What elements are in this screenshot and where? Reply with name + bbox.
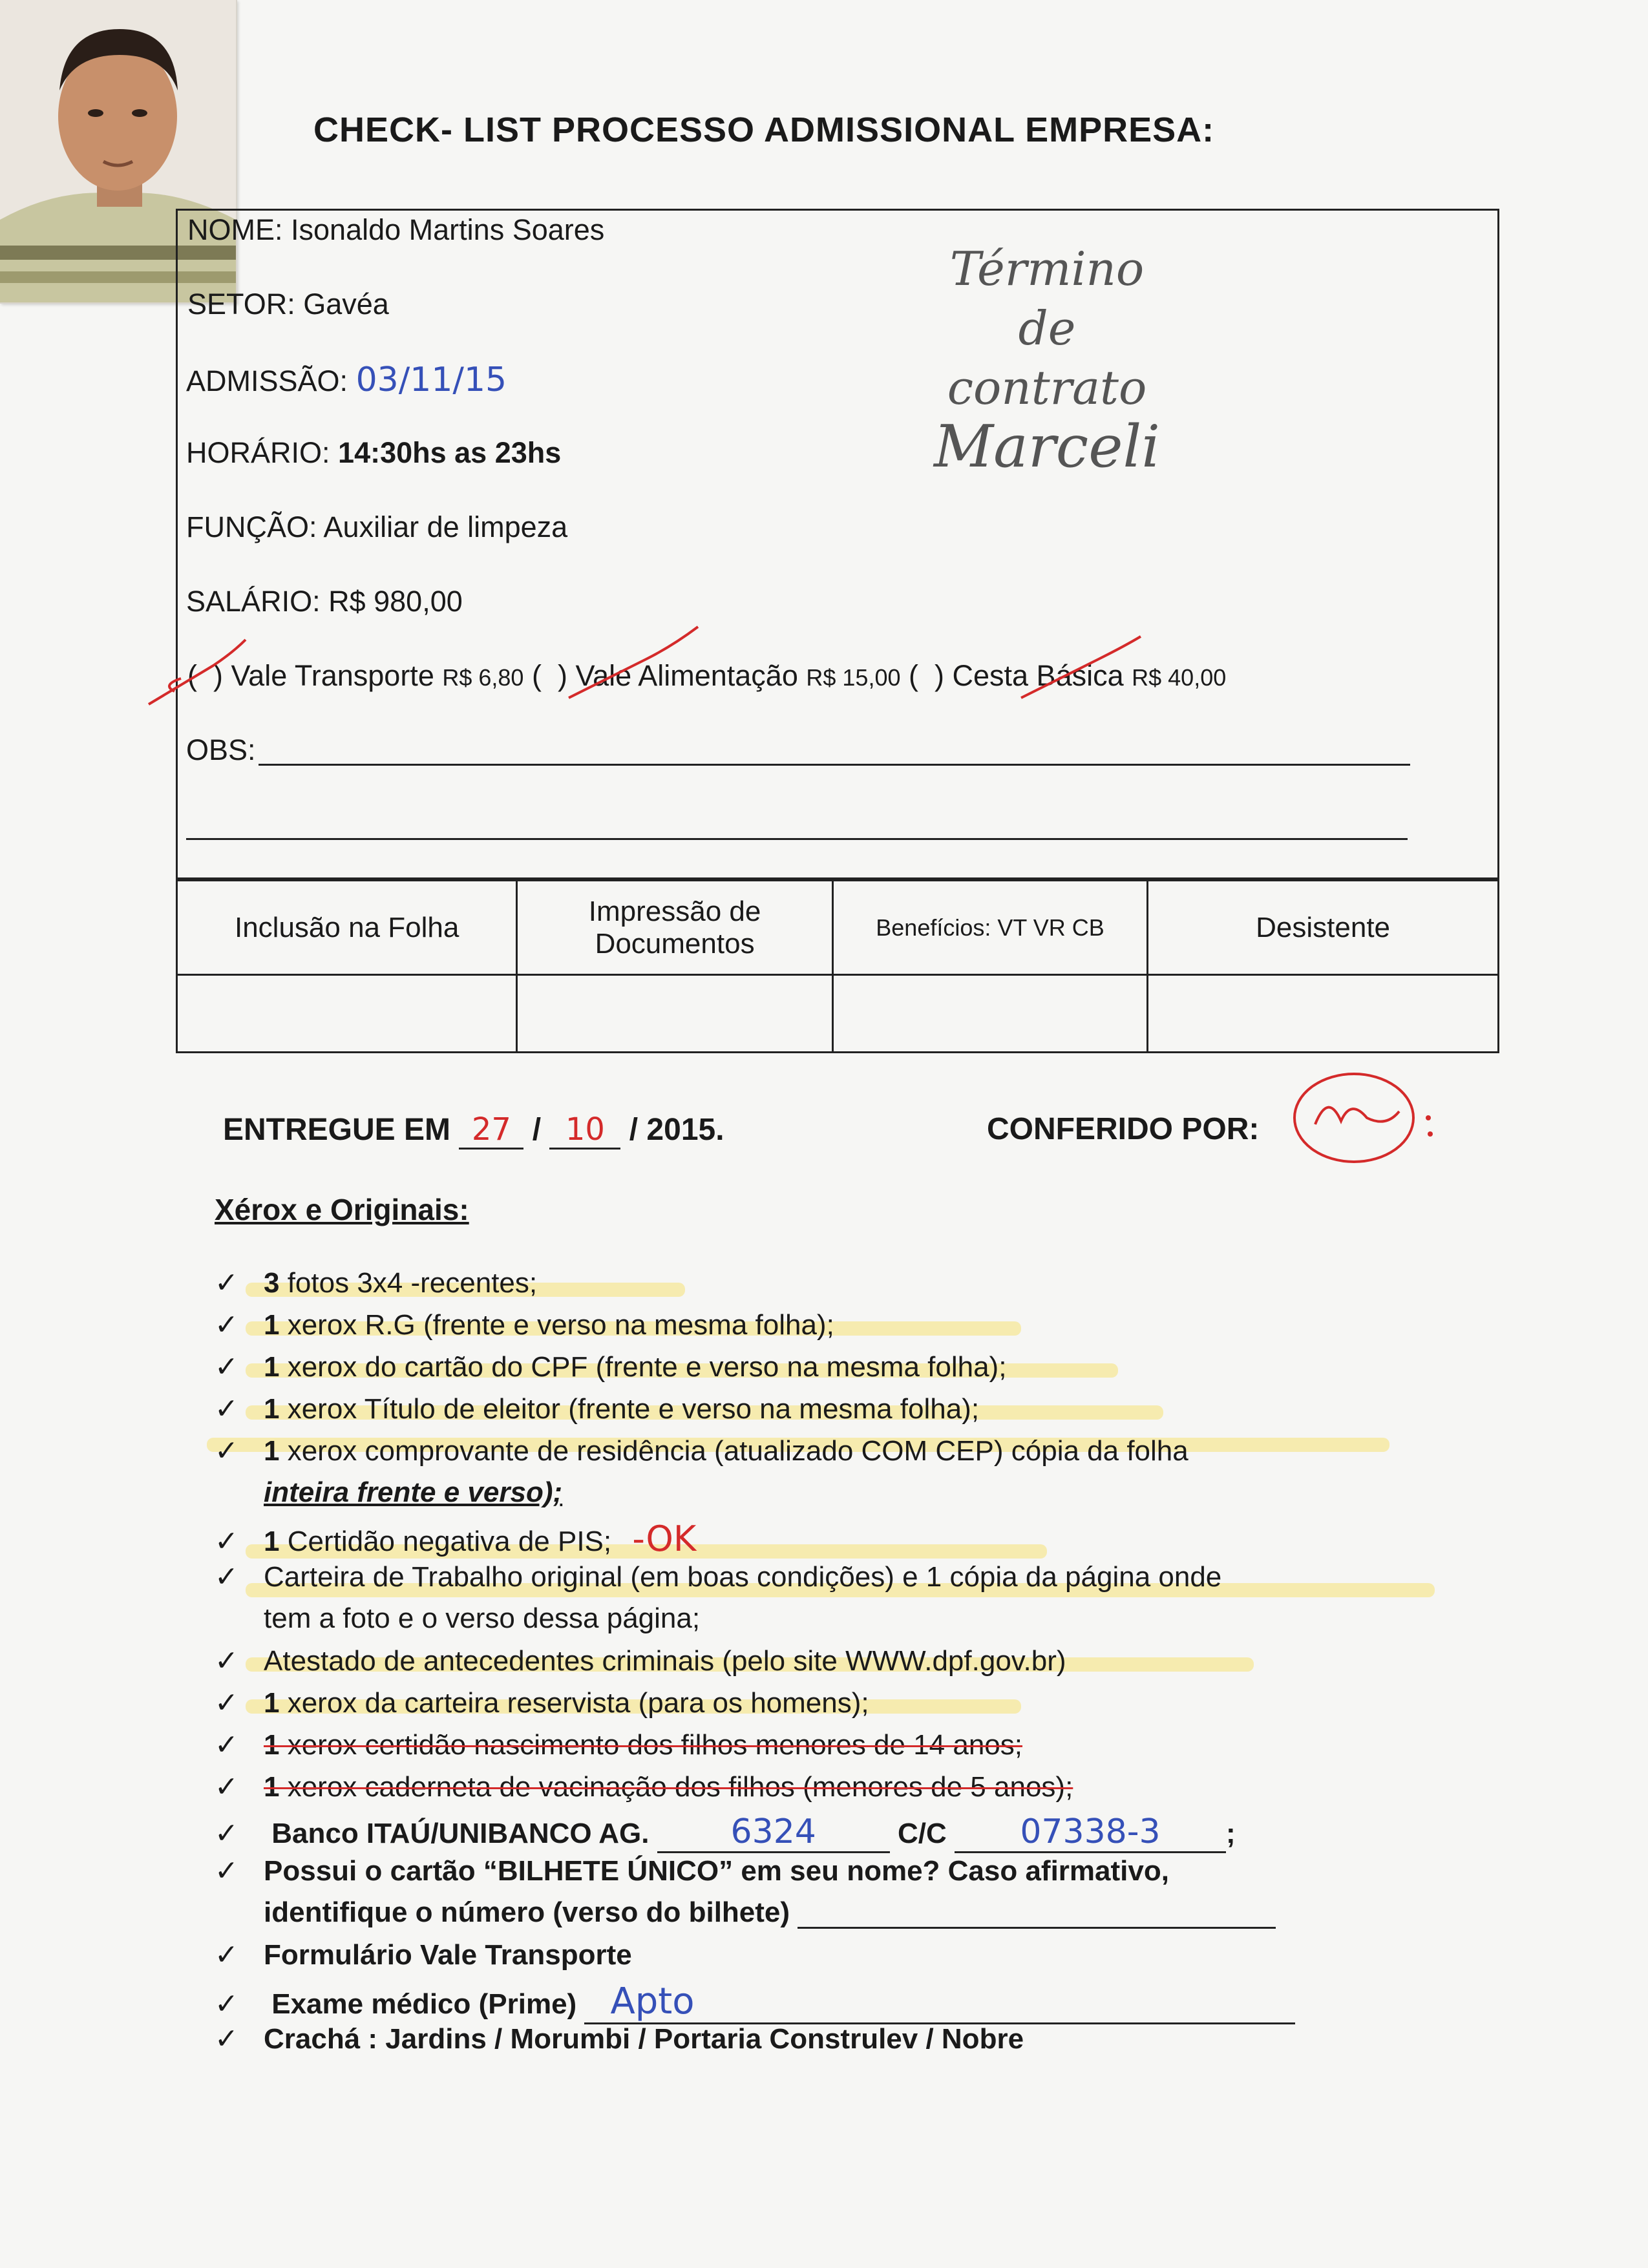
check-item-vacinacao: ✓ 1 xerox caderneta de vacinação dos filhos (menores de 5 anos);	[215, 1771, 1073, 1803]
header-desistente: Desistente	[1148, 881, 1499, 975]
check-item-formulario: ✓ Formulário Vale Transporte	[215, 1939, 632, 1971]
check-mark: ✓	[215, 1393, 238, 1425]
header-inclusao: Inclusão na Folha	[177, 881, 517, 975]
check-item-rg: ✓ 1 xerox R.G (frente e verso na mesma folha);	[215, 1309, 834, 1341]
funcao-field	[186, 510, 567, 544]
horario-value: 14:30hs as 23hs	[338, 436, 562, 469]
check-mark: ✓	[215, 1818, 238, 1849]
check-item-bilhete: ✓ Possui o cartão “BILHETE ÚNICO” em seu nome? Caso afirmativo,	[215, 1855, 1169, 1887]
check-mark: ✓	[215, 1939, 238, 1971]
cell-impressao[interactable]	[517, 975, 833, 1053]
check-item-pis: ✓ 1 Certidão negativa de PIS; -OK	[215, 1518, 697, 1559]
entregue-label: ENTREGUE EM	[223, 1113, 451, 1147]
cb-label: Cesta Básica	[952, 659, 1124, 692]
check-item-reservista: ✓ 1 xerox da carteira reservista (para os homens);	[215, 1687, 869, 1719]
horario-label: HORÁRIO:	[186, 436, 330, 469]
check-mark: ✓	[215, 1855, 238, 1887]
va-checkbox[interactable]: ( )	[531, 659, 567, 692]
admissao-field	[186, 361, 507, 399]
check-item-cpf: ✓ 1 xerox do cartão do CPF (frente e verso na mesma folha);	[215, 1351, 1007, 1383]
section-title: Xérox e Originais:	[215, 1193, 469, 1226]
header-beneficios: Benefícios: VT VR CB	[832, 881, 1147, 975]
salario-value: R$ 980,00	[328, 585, 463, 618]
check-item-cracha: ✓ Crachá : Jardins / Morumbi / Portaria Construlev / Nobre	[215, 2023, 1024, 2055]
bilhete-number-line[interactable]	[798, 1901, 1276, 1929]
vt-value: R$ 6,80	[442, 664, 524, 691]
note-line-2: de	[1018, 301, 1076, 355]
check-mark: ✓	[215, 1729, 238, 1761]
handwritten-note	[853, 239, 1241, 481]
nome-field	[187, 213, 604, 247]
horario-field	[186, 436, 561, 470]
setor-field	[187, 288, 389, 321]
pis-ok-note: -OK	[632, 1518, 697, 1559]
va-label: Vale Alimentação	[575, 659, 798, 692]
check-mark: ✓	[215, 1526, 238, 1557]
funcao-label: FUNÇÃO:	[186, 510, 317, 543]
delivery-day: 27	[459, 1111, 523, 1150]
cell-beneficios[interactable]	[832, 975, 1147, 1053]
delivery-year: / 2015.	[629, 1113, 724, 1147]
benefit-check-marks	[142, 620, 1150, 717]
note-line-1: Término	[949, 242, 1145, 296]
check-mark: ✓	[215, 1687, 238, 1719]
exame-value[interactable]: Apto	[584, 1980, 1295, 2024]
cc-label: C/C	[897, 1818, 947, 1849]
conferido-signature	[1289, 1066, 1451, 1176]
funcao-value: Auxiliar de limpeza	[323, 510, 568, 543]
check-item-fotos: ✓ 3 fotos 3x4 -recentes;	[215, 1267, 538, 1299]
setor-value: Gavéa	[303, 288, 389, 320]
check-item-residencia-cont: inteira frente e verso);	[264, 1476, 563, 1508]
conferido-label: CONFERIDO POR:	[987, 1112, 1260, 1146]
salario-field	[186, 585, 463, 618]
salario-label: SALÁRIO:	[186, 585, 321, 618]
admissao-value: 03/11/15	[355, 361, 507, 399]
admissao-label: ADMISSÃO:	[186, 364, 348, 397]
check-mark: ✓	[215, 1988, 238, 2020]
check-mark: ✓	[215, 1771, 238, 1803]
check-item-exame: ✓ Exame médico (Prime) Apto	[215, 1980, 1295, 2024]
cell-desistente[interactable]	[1148, 975, 1499, 1053]
check-item-residencia: ✓ 1 xerox comprovante de residência (atualizado COM CEP) cópia da folha	[215, 1435, 1188, 1467]
obs-line-2[interactable]	[186, 838, 1408, 840]
delivery-row: ENTREGUE EM 27 / 10 / 2015.	[223, 1111, 724, 1150]
obs-line-1[interactable]	[259, 764, 1410, 766]
setor-label: SETOR:	[187, 288, 295, 320]
obs-label: OBS:	[186, 733, 256, 766]
banco-conta-value[interactable]: 07338-3	[955, 1812, 1226, 1853]
check-mark: ✓	[215, 1267, 238, 1299]
check-mark: ✓	[215, 1645, 238, 1677]
check-item-bilhete-cont: identifique o número (verso do bilhete)	[264, 1896, 1276, 1929]
check-mark: ✓	[215, 1561, 238, 1593]
check-mark: ✓	[215, 1351, 238, 1383]
note-line-3: contrato	[947, 361, 1147, 415]
header-impressao: Impressão de Documentos	[517, 881, 833, 975]
check-mark: ✓	[215, 2023, 238, 2055]
note-signature: Marceli	[933, 413, 1161, 481]
check-item-carteira-trabalho: ✓ Carteira de Trabalho original (em boas condições) e 1 cópia da página onde	[215, 1561, 1222, 1593]
check-mark: ✓	[215, 1309, 238, 1341]
banco-label: Banco ITAÚ/UNIBANCO AG.	[271, 1818, 650, 1849]
vt-label: Vale Transporte	[231, 659, 434, 692]
cb-value: R$ 40,00	[1132, 664, 1227, 691]
delivery-month: 10	[549, 1111, 620, 1150]
nome-label: NOME:	[187, 213, 283, 246]
nome-value: Isonaldo Martins Soares	[291, 213, 605, 246]
banco-agencia-value[interactable]: 6324	[657, 1812, 890, 1853]
check-item-certidao-filhos: ✓ 1 xerox certidão nascimento dos filhos menores de 14 anos;	[215, 1729, 1023, 1761]
process-table	[176, 879, 1499, 1053]
check-item-titulo: ✓ 1 xerox Título de eleitor (frente e verso na mesma folha);	[215, 1393, 980, 1425]
check-mark: ✓	[215, 1435, 238, 1467]
page-title: CHECK- LIST PROCESSO ADMISSIONAL EMPRESA:	[313, 110, 1215, 149]
check-item-antecedentes: ✓ Atestado de antecedentes criminais (pelo site WWW.dpf.gov.br)	[215, 1645, 1066, 1677]
va-value: R$ 15,00	[806, 664, 901, 691]
check-item-banco: ✓ Banco ITAÚ/UNIBANCO AG. 6324 C/C 07338-3 ;	[215, 1812, 1236, 1853]
cell-inclusao[interactable]	[177, 975, 517, 1053]
cb-checkbox[interactable]: ( )	[909, 659, 944, 692]
vt-checkbox[interactable]: ( )	[187, 659, 223, 692]
check-item-carteira-trabalho-cont: tem a foto e o verso dessa página;	[264, 1602, 701, 1634]
